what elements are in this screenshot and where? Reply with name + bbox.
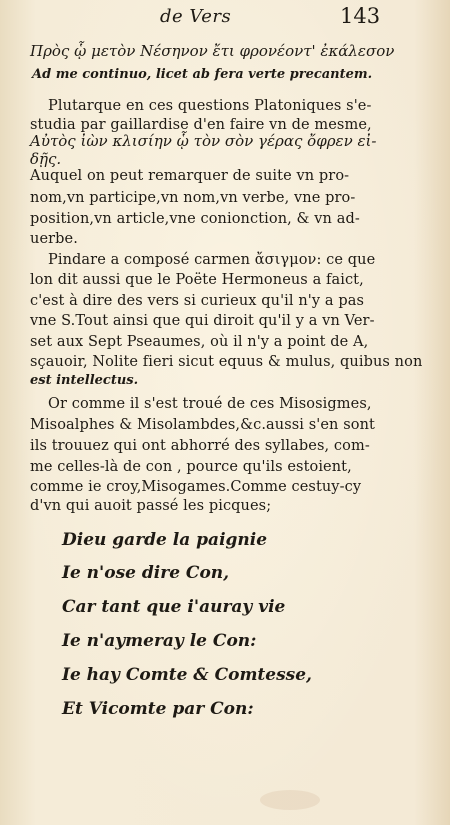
running-title: de Vers bbox=[160, 6, 232, 27]
text-line: Αὐτὸς ἰὼν κλισίην ᾧ τὸν σὸν γέρας ὄφρεν εἰ- bbox=[30, 132, 377, 150]
text-line: position,vn article,vne conionction, & vn ad- bbox=[30, 211, 360, 227]
text-line: comme ie croy,Misogames.Comme cestuy-cy bbox=[30, 479, 362, 495]
text-line: Ad me continuo, licet ab fera verte precantem. bbox=[32, 67, 373, 82]
text-line: lon dit aussi que le Poëte Hermoneus a faict, bbox=[30, 272, 364, 288]
poem-line: Car tant que i'auray vie bbox=[62, 597, 286, 617]
text-line: Pindare a composé carmen ἄσιγμον: ce que bbox=[48, 252, 376, 268]
text-line: Plutarque en ces questions Platoniques s'e- bbox=[48, 98, 372, 114]
text-line: set aux Sept Pseaumes, où il n'y a point de A, bbox=[30, 334, 369, 350]
poem-line: Dieu garde la paignie bbox=[62, 530, 268, 550]
poem-line: Ie n'aymeray le Con: bbox=[62, 631, 257, 651]
text-line: Misoalphes & Misolambdes,&c.aussi s'en sont bbox=[30, 417, 375, 433]
page-number: 143 bbox=[340, 4, 381, 28]
paper-stain bbox=[260, 790, 320, 810]
text-line: ils trouuez qui ont abhorré des syllabes, com- bbox=[30, 438, 370, 454]
text-line: δῇς. bbox=[30, 150, 62, 168]
text-line: studia par gaillardise d'en faire vn de mesme, bbox=[30, 117, 372, 133]
text-line: Auquel on peut remarquer de suite vn pro- bbox=[30, 168, 350, 184]
text-line: sçauoir, Nolite fieri sicut equus & mulus, quibus non bbox=[30, 354, 423, 370]
poem-line: Et Vicomte par Con: bbox=[62, 699, 254, 719]
text-line: c'est à dire des vers si curieux qu'il n'y a pas bbox=[30, 293, 364, 309]
text-line: nom,vn participe,vn nom,vn verbe, vne pro- bbox=[30, 190, 356, 206]
text-line: Πρὸς ᾧ μετὸν Νέσηνον ἔτι φρονέοντ' ἐκάλεσον bbox=[30, 42, 395, 60]
text-line: uerbe. bbox=[30, 231, 78, 247]
page-header bbox=[0, 2, 450, 42]
text-line: me celles-là de con , pource qu'ils estoient, bbox=[30, 459, 352, 475]
text-line: vne S.Tout ainsi que qui diroit qu'il y a vn Ver- bbox=[30, 313, 375, 329]
text-line: d'vn qui auoit passé les picques; bbox=[30, 498, 272, 514]
text-line: est intellectus. bbox=[30, 373, 139, 388]
poem-line: Ie hay Comte & Comtesse, bbox=[62, 665, 312, 685]
text-line: Or comme il s'est troué de ces Misosigmes, bbox=[48, 396, 372, 412]
poem-line: Ie n'ose dire Con, bbox=[62, 563, 230, 583]
